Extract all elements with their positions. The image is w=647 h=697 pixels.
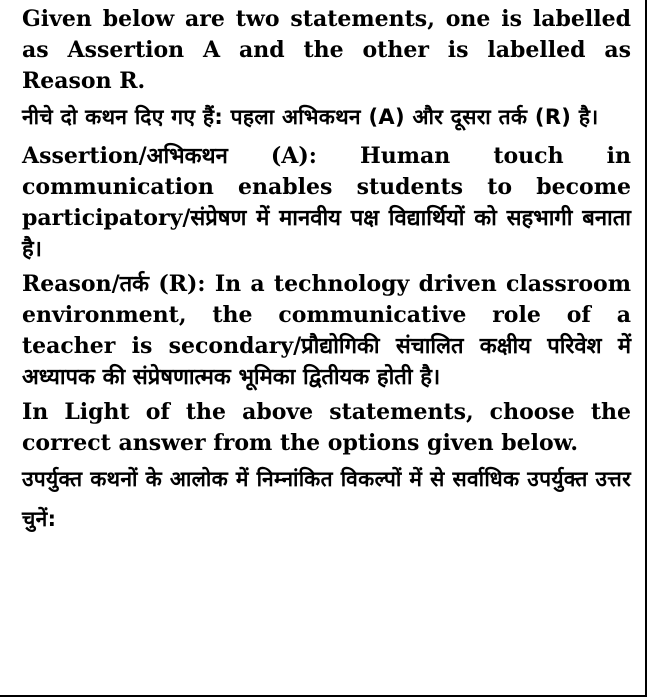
intro-english: Given below are two statements, one is labelled as Assertion A and the other is labelled as Reason R. bbox=[22, 6, 631, 94]
reason-statement: Reason/तर्क (R): In a technology driven classroom environment, the communicative role of a teacher is secondary/प्रौद्योगिकी संचालित कक्षीय परिवेश में अध्यापक की संप्रेषणात्मक भूमिका द्वितीयक होती है। bbox=[22, 271, 631, 390]
assertion-statement: Assertion/अभिकथन (A): Human touch in communication enables students to become participatory/संप्रेषण में मानवीय पक्ष विद्यार्थियों को सहभागी बनाता है। bbox=[22, 143, 631, 262]
instruction-hindi: उपर्युक्त कथनों के आलोक में निम्नांकित विकल्पों में से सर्वाधिक उपर्युक्त उत्तर चुनें: bbox=[22, 467, 631, 531]
intro-hindi: नीचे दो कथन दिए गए हैं: पहला अभिकथन (A) और दूसरा तर्क (R) है। bbox=[22, 105, 599, 129]
instruction-english: In Light of the above statements, choose the correct answer from the options given below. bbox=[22, 399, 631, 456]
